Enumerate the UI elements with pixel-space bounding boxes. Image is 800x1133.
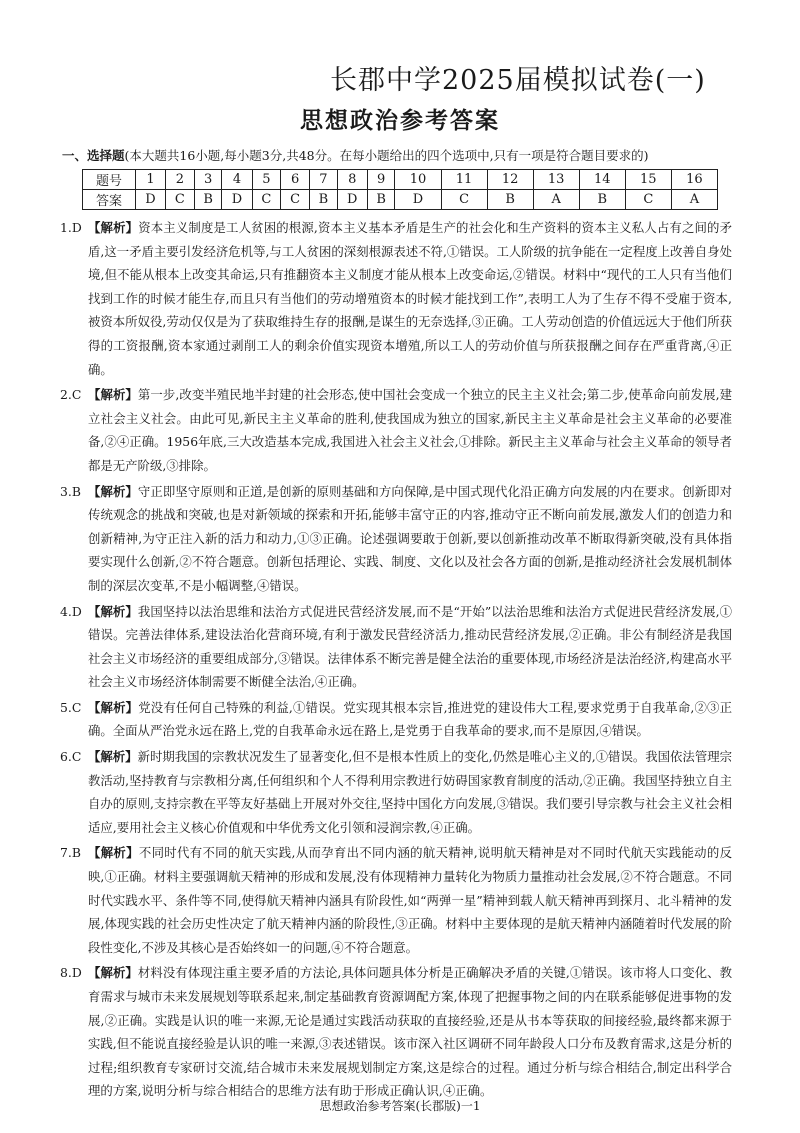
- analysis-tag: 【解析】: [88, 483, 138, 499]
- question-number-cell: 7: [310, 170, 338, 190]
- answer-cell: D: [136, 190, 166, 210]
- question-number-cell: 13: [533, 170, 579, 190]
- answer-cell: B: [487, 190, 533, 210]
- explanation-item: [60, 696, 733, 743]
- question-number-cell: 12: [487, 170, 533, 190]
- question-answer-label: 8.D: [60, 965, 82, 981]
- explanation-item: [60, 745, 732, 839]
- answer-key-table: [82, 169, 718, 210]
- question-number-cell: 9: [367, 170, 395, 190]
- question-answer-label: 3.B: [60, 483, 81, 499]
- analysis-tag: 【解析】: [88, 749, 138, 765]
- explanations-list: [60, 216, 733, 1105]
- analysis-tag: 【解析】: [88, 387, 138, 403]
- section-instruction: (本大题共16小题,每小题3分,共48分。在每小题给出的四个选项中,只有一项是符合题目要求的): [124, 148, 649, 163]
- question-answer-label: 7.B: [60, 845, 81, 861]
- question-number-cell: 14: [579, 170, 625, 190]
- question-number-cell: 6: [281, 170, 310, 190]
- answer-cell: C: [625, 190, 671, 210]
- question-answer-label: 4.D: [60, 603, 82, 619]
- question-number-cell: 10: [395, 170, 441, 190]
- analysis-tag: 【解析】: [88, 845, 139, 861]
- question-number-cell: 15: [625, 170, 671, 190]
- question-number-cell: 5: [252, 170, 281, 190]
- question-answer-label: 5.C: [60, 699, 82, 715]
- answer-row: [83, 190, 718, 210]
- answer-cell: A: [671, 190, 717, 210]
- row-label-question: 题号: [83, 170, 136, 190]
- question-number-row: [83, 170, 718, 190]
- explanation-text: 党没有任何自己特殊的利益,①错误。党实现其根本宗旨,推进党的建设伟大工程,要求党勇于自我革命,②③正确。全面从严治党永远在路上,党的自我革命永远在路上,是党勇于自我革命的要求,而不是原因,④错误。: [88, 699, 733, 739]
- answer-cell: C: [166, 190, 195, 210]
- explanation-item: [60, 383, 732, 477]
- explanation-text: 新时期我国的宗教状况发生了显著变化,但不是根本性质上的变化,仍然是唯心主义的,①错误。我国依法管理宗教活动,坚持教育与宗教相分离,任何组织和个人不得利用宗教进行妨碍国家教育制度的活动,②正确。我国坚持独立自主自办的原则,支持宗教在平等友好基础上开展对外交往,坚持中国化方向发展,③错误。我们要引导宗教与社会主义社会相适应,要用社会主义核心价值观和中华优秀文化引领和浸润宗教,④正确。: [88, 749, 732, 835]
- question-number-cell: 16: [671, 170, 717, 190]
- page-footer: 思想政治参考答案(长郡版)一1: [319, 1099, 481, 1113]
- answer-cell: C: [441, 190, 487, 210]
- question-number-cell: 1: [136, 170, 166, 190]
- answer-cell: B: [367, 190, 395, 210]
- explanation-text: 我国坚持以法治思维和法治方式促进民营经济发展,而不是“开始”以法治思维和法治方式促进民营经济发展,①错误。完善法律体系,建设法治化营商环境,有利于激发民营经济活力,推动民营经济发展,②正确。非公有制经济是我国社会主义市场经济的重要组成部分,③错误。法律体系不断完善是健全法治的重要体现,市场经济是法治经济,构建高水平社会主义市场经济体制需要不断健全法治,④正确。: [88, 603, 732, 690]
- explanation-text: 材料没有体现注重主要矛盾的方法论,具体问题具体分析是正确解决矛盾的关键,①错误。该市将人口变化、教育需求与城市未来发展规划等联系起来,制定基础教育资源调配方案,体现了把握事物之间的内在联系能够促进事物的发展,②正确。实践是认识的唯一来源,无论是通过实践活动获取的直接经验,还是从书本等获取的间接经验,最终都来源于实践,但不能说直接经验是认识的唯一来源,③表述错误。该市深入社区调研不同年龄段人口分布及教育需求,这是分析的过程;组织教育专家研讨交流,结合城市未来发展规划制定方案,这是综合的过程。通过分析与综合相结合,制定出科学合理的方案,说明分析与综合相结合的思维方法有助于形成正确认识,④正确。: [88, 965, 732, 1099]
- question-number-cell: 2: [166, 170, 195, 190]
- explanation-text: 资本主义制度是工人贫困的根源,资本主义基本矛盾是生产的社会化和生产资料的资本主义私人占有之间的矛盾,这一矛盾主要引发经济危机等,与工人贫困的深刻根源表述不符,①错误。工人阶级的抗争能在一定程度上改善自身处境,但不能从根本上改变其命运,只有推翻资本主义制度才能从根本上改变命运,②错误。材料中“现代的工人只有当他们找到工作的时候才能生存,而且只有当他们的劳动增殖资本的时候才能找到工作”,表明工人为了生存不得不受雇于资本,被资本所奴役,劳动仅仅是为了获取维持生存的报酬,是谋生的无奈选择,③正确。工人劳动创造的价值远远大于他们所获得的工资报酬,资本家通过剥削工人的剩余价值实现资本增殖,所以工人的劳动价值与所获报酬之间存在严重背离,④正确。: [88, 220, 732, 377]
- school-exam-title: 长郡中学2025届模拟试卷(一): [330, 65, 706, 96]
- section-heading: [62, 146, 648, 164]
- answer-cell: A: [533, 190, 579, 210]
- answer-cell: C: [281, 190, 310, 210]
- question-answer-label: 2.C: [60, 387, 82, 403]
- question-answer-label: 6.C: [60, 749, 82, 765]
- answer-cell: B: [310, 190, 338, 210]
- answer-cell: B: [194, 190, 222, 210]
- document-title: 思想政治参考答案: [300, 108, 500, 134]
- question-number-cell: 11: [441, 170, 487, 190]
- explanation-item: [60, 480, 732, 598]
- explanation-text: 守正即坚守原则和正道,是创新的原则基础和方向保障,是中国式现代化沿正确方向发展的内在要求。创新即对传统观念的挑战和突破,也是对新领域的探索和开拓,能够丰富守正的内容,推动守正不断向前发展,激发人们的创造力和创新精神,为守正注入新的活力和动力,①③正确。论述强调要敢于创新,要以创新推动改革不断取得新突破,没有具体指要实现什么创新,②不符合题意。创新包括理论、实践、制度、文化以及社会各方面的创新,是推动经济社会发展机制体制的深层次变革,不是小幅调整,④错误。: [88, 483, 732, 593]
- explanation-text: 第一步,改变半殖民地半封建的社会形态,使中国社会变成一个独立的民主主义社会;第二步,使革命向前发展,建立社会主义社会。由此可见,新民主主义革命的胜利,使我国成为独立的国家,新民主主义革命是社会主义革命的必要准备,②④正确。1956年底,三大改造基本完成,我国进入社会主义社会,①排除。新民主主义革命与社会主义革命的领导者都是无产阶级,③排除。: [88, 387, 732, 473]
- row-label-answer: 答案: [83, 190, 136, 210]
- answer-cell: B: [579, 190, 625, 210]
- answer-cell: D: [337, 190, 367, 210]
- explanation-item: [60, 600, 732, 694]
- explanation-item: [60, 841, 732, 959]
- question-answer-label: 1.D: [60, 220, 82, 235]
- explanation-item: [60, 961, 732, 1103]
- answer-cell: C: [252, 190, 281, 210]
- question-number-cell: 8: [337, 170, 367, 190]
- analysis-tag: 【解析】: [88, 603, 138, 619]
- explanation-text: 不同时代有不同的航天实践,从而孕育出不同内涵的航天精神,说明航天精神是对不同时代航天实践能动的反映,①正确。材料主要强调航天精神的形成和发展,没有体现精神力量转化为物质力量推动社会发展,②不符合题意。不同时代实践水平、条件等不同,使得航天精神内涵具有阶段性,如“两弹一星”精神到载人航天精神再到探月、北斗精神的发展,体现实践的社会历史性决定了航天精神内涵的阶段性,③正确。材料中主要体现的是航天精神内涵随着时代发展的阶段性变化,不涉及其核心是否始终如一的问题,④不符合题意。: [88, 845, 732, 955]
- section-label: 一、选择题: [62, 148, 125, 163]
- question-number-cell: 4: [222, 170, 252, 190]
- explanation-item: [60, 216, 732, 381]
- analysis-tag: 【解析】: [88, 699, 139, 715]
- analysis-tag: 【解析】: [88, 220, 139, 235]
- analysis-tag: 【解析】: [88, 965, 138, 981]
- answer-cell: D: [395, 190, 441, 210]
- question-number-cell: 3: [194, 170, 222, 190]
- answer-cell: D: [222, 190, 252, 210]
